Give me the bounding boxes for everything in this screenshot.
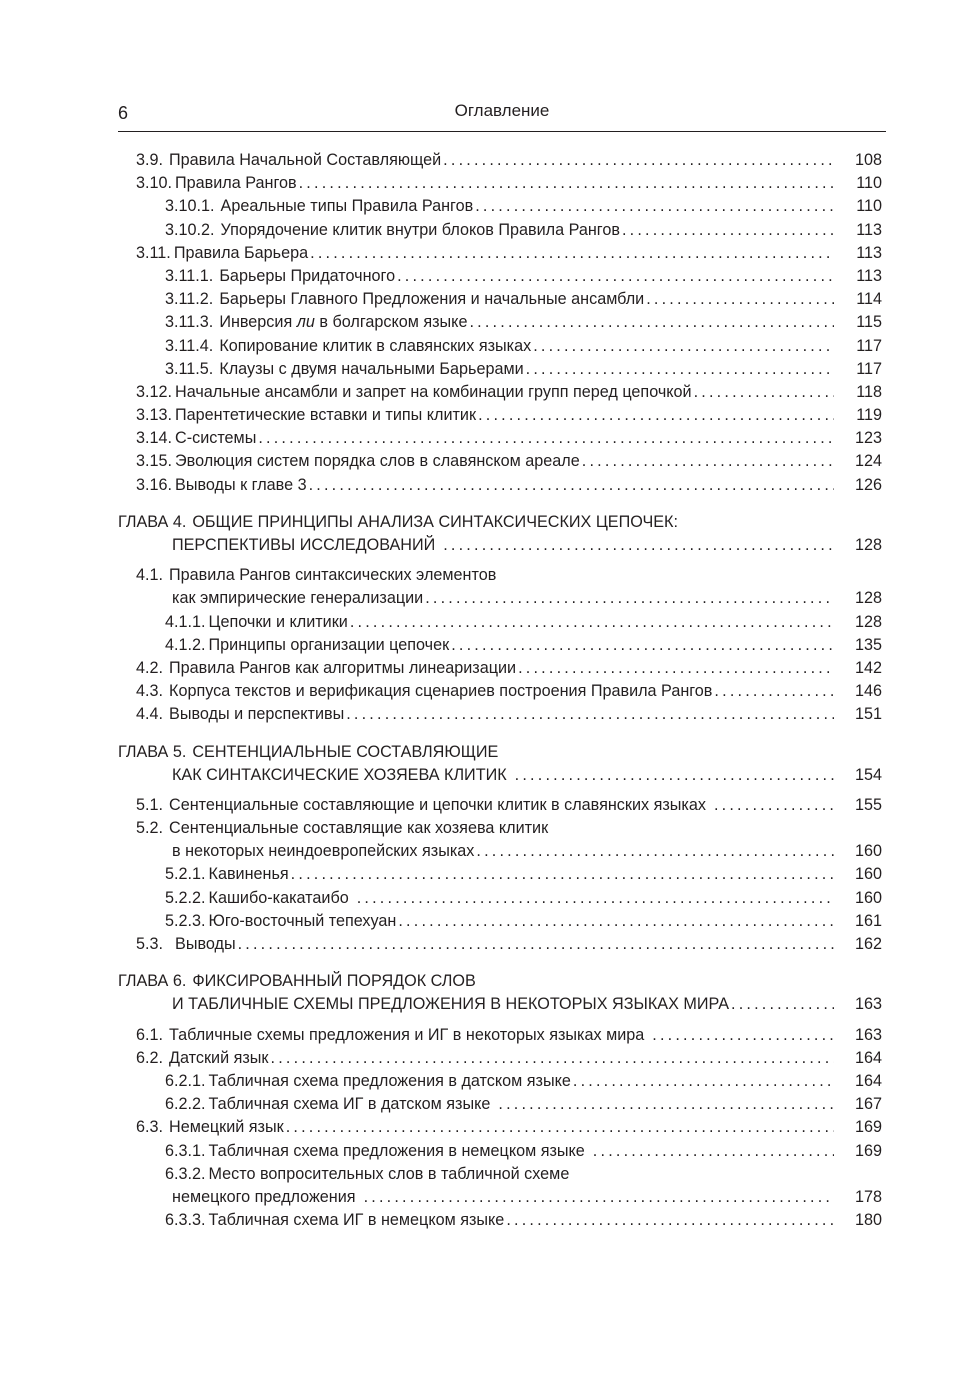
toc-entry[interactable]: 4.1. Правила Рангов синтаксических элементов [118,564,882,587]
dot-leader [506,1209,834,1232]
toc-entry-title: Правила Рангов [175,174,297,193]
toc-page-number: 110 [856,197,882,216]
toc-page-number: 163 [854,995,882,1014]
toc-entry-title: Ареальные типы Правила Рангов [220,197,474,216]
dot-leader [443,534,834,557]
dot-leader [475,195,834,218]
toc-page-number: 124 [854,452,882,471]
toc-entry-title: Сентенциальные составляющие и цепочки клитик в славянских языках [169,795,706,814]
toc-page-number: 135 [854,635,882,654]
running-header [118,101,886,133]
toc-entry[interactable]: 5.3. Выводы ..... 162 [118,933,882,956]
dot-leader [476,840,834,863]
dot-leader [593,1140,834,1163]
toc-entry-continuation[interactable] [118,587,882,610]
toc-entry-title: Выводы и перспективы [169,705,345,724]
toc-page-number: 128 [854,612,882,631]
toc-entry-title: Кашибо-какатаибо [208,888,349,907]
toc-page-number: 167 [854,1095,882,1114]
dot-leader [526,358,834,381]
chapter-title: СЕНТЕНЦИАЛЬНЫЕ СОСТАВЛЯЮЩИЕ [192,742,499,761]
toc-entry-title: Парентетические вставки и типы клитик [175,406,477,425]
toc-entry-title: Принципы организации цепочек [208,635,450,654]
toc-page-number: 128 [854,536,882,554]
toc-page-number: 113 [856,266,882,285]
toc-entry[interactable]: 4.2. Правила Рангов как алгоритмы линеаризации ..... 142 [118,657,882,680]
toc-entry[interactable]: 4.3. Корпуса текстов и верификация сценариев построения Правила Рангов ..... 146 [118,680,882,703]
toc-entry-title: в некоторых неиндоевропейских языках [172,842,475,861]
toc-entry-title: Юго-восточный тепехуан [208,911,397,930]
toc-page-number: 114 [856,290,882,309]
toc-entry[interactable]: 3.14. С-системы ..... 123 [118,427,882,450]
running-title: Оглавление [454,101,550,120]
toc-entry-title: Копирование клитик в славянских языках [219,336,532,355]
toc-page-number: 155 [854,795,882,814]
toc-entry[interactable]: 6.2.2. Табличная схема ИГ в датском языке ..... 167 [118,1093,882,1116]
toc-page-number: 119 [856,406,882,425]
toc-entry[interactable]: 6.3. Немецкий язык ..... 169 [118,1116,882,1139]
toc-entry-title: как эмпирические генерализации [172,589,424,608]
toc-entry-title: Инверсия ли в болгарском языке [219,313,468,332]
toc-page-number: 160 [854,888,882,907]
dot-leader [286,1116,834,1139]
toc-entry[interactable]: 6.3.1. Табличная схема предложения в немецком языке ..... 169 [118,1140,882,1163]
toc-page-number: 164 [854,1071,882,1090]
toc-entry[interactable]: 3.11.3. Инверсия ли в болгарском языке ..... 115 [118,311,882,334]
toc-entry[interactable]: 5.2.2. Кашибо-какатаибо ..... 160 [118,887,882,910]
toc-page-number: 113 [856,243,882,262]
chapter-label: ГЛАВА 5. [118,742,187,761]
toc-page-number: 108 [854,151,882,169]
toc-entry-title: Упорядочение клитик внутри блоков Правила Рангов [220,220,620,239]
dot-leader [425,587,834,610]
toc-page-number: 126 [854,475,882,494]
dot-leader [451,634,834,657]
dot-leader [271,1047,834,1070]
toc-entry-title: Эволюция систем порядка слов в славянском ареале [175,452,580,471]
toc-page-number: 142 [854,658,882,677]
dot-leader [443,149,834,172]
dot-leader [291,863,834,886]
toc-entry-title: Корпуса текстов и верификация сценариев построения Правила Рангов [169,682,713,701]
toc-entry-title: Выводы к главе 3 [175,475,307,494]
toc-entry[interactable]: 3.16. Выводы к главе 3 ..... 126 [118,474,882,497]
toc-page-number: 169 [854,1141,882,1160]
dot-leader [518,657,834,680]
toc-page-number: 115 [856,313,882,332]
toc-entry[interactable]: 4.1.1. Цепочки и клитики ..... 128 [118,611,882,634]
toc-page-number: 180 [854,1211,882,1230]
chapter-title: И ТАБЛИЧНЫЕ СХЕМЫ ПРЕДЛОЖЕНИЯ В НЕКОТОРЫХ ЯЗЫКАХ МИРА [172,995,729,1014]
dot-leader [309,474,834,497]
chapter-heading[interactable] [118,741,882,764]
chapter-title: ПЕРСПЕКТИВЫ ИССЛЕДОВАНИЙ [172,536,436,554]
chapter-heading-continuation[interactable] [118,534,882,557]
dot-leader [622,219,834,242]
toc-entry[interactable]: 5.2.3. Юго-восточный тепехуан ..... 161 [118,910,882,933]
toc-entry[interactable]: 5.2.1. Кавиненья ..... 160 [118,863,882,886]
toc-entry-title: Табличная схема ИГ в немецком языке [208,1211,505,1230]
toc-entry[interactable]: 4.4. Выводы и перспективы ..... 151 [118,703,882,726]
toc-page-number: 146 [854,682,882,701]
toc-entry-title: Правила Рангов синтаксических элементов [169,566,497,585]
toc-entry-title: Немецкий язык [169,1118,284,1137]
toc-entry[interactable]: 3.10.1. Ареальные типы Правила Рангов ..... 110 [118,195,882,218]
dot-leader [573,1070,834,1093]
dot-leader [533,335,834,358]
toc-entry[interactable]: 6.1. Табличные схемы предложения и ИГ в некоторых языках мира ..... 163 [118,1024,882,1047]
chapter-heading[interactable] [118,511,882,534]
dot-leader [498,1093,834,1116]
chapter-title: КАК СИНТАКСИЧЕСКИЕ ХОЗЯЕВА КЛИТИК [172,765,507,784]
dot-leader [652,1024,834,1047]
dot-leader [258,427,834,450]
dot-leader [694,381,834,404]
toc-page-number: 160 [854,865,882,884]
toc-entry-title: Барьеры Главного Предложения и начальные ансамбли [219,290,645,309]
toc-page-number: 161 [854,911,882,930]
toc-entry[interactable]: 3.10. Правила Рангов ..... 110 [118,172,882,195]
toc-entry[interactable]: 3.11. Правила Барьера ..... 113 [118,242,882,265]
chapter-heading-continuation[interactable] [118,993,882,1016]
toc-entry-title: Правила Барьера [173,243,309,262]
toc-entry-title: Место вопросительных слов в табличной схеме [208,1164,570,1183]
toc-page-number: 110 [856,174,882,193]
dot-leader [398,910,834,933]
dot-leader [646,288,834,311]
toc-entry[interactable]: 6.2.1. Табличная схема предложения в датском языке ..... 164 [118,1070,882,1093]
chapter-heading-continuation[interactable] [118,764,882,787]
dot-leader [364,1186,834,1209]
toc-entry[interactable]: 3.11.4. Копирование клитик в славянских языках ..... 117 [118,335,882,358]
toc-entry[interactable]: 5.2. Сентенциальные составлящие как хозяева клитик [118,817,882,840]
dot-leader [714,794,834,817]
toc-page-number: 117 [856,336,882,355]
toc-entry-continuation[interactable] [118,1186,882,1209]
toc-page-number: 164 [854,1048,882,1067]
table-of-contents [118,149,882,1232]
toc-entry[interactable]: 6.3.3. Табличная схема ИГ в немецком языке ..... 180 [118,1209,882,1232]
toc-entry[interactable]: 3.10.2. Упорядочение клитик внутри блоков Правила Рангов ..... 113 [118,219,882,242]
dot-leader [238,933,834,956]
toc-entry[interactable]: 4.1.2. Принципы организации цепочек ..... 135 [118,634,882,657]
toc-entry-title: Табличная схема предложения в немецком языке [208,1141,585,1160]
toc-entry-title: Цепочки и клитики [208,612,348,631]
dot-leader [478,404,834,427]
toc-page-number: 128 [854,589,882,608]
toc-entry-title: Правила Начальной Составляющей [169,151,442,169]
chapter-heading[interactable] [118,970,882,993]
toc-page-number: 163 [854,1025,882,1044]
toc-page-number: 151 [854,705,882,724]
toc-entry[interactable]: 3.9. Правила Начальной Составляющей ..... 108 [118,149,882,172]
chapter-label: ГЛАВА 6. [118,972,187,991]
toc-entry-title: Табличные схемы предложения и ИГ в некоторых языках мира [169,1025,645,1044]
toc-entry-title: Клаузы с двумя начальными Барьерами [219,359,524,378]
toc-entry-title: Табличная схема предложения в датском языке [208,1071,571,1090]
chapter-title: ОБЩИЕ ПРИНЦИПЫ АНАЛИЗА СИНТАКСИЧЕСКИХ ЦЕПОЧЕК: [192,512,678,531]
dot-leader [346,703,834,726]
chapter-title: ФИКСИРОВАННЫЙ ПОРЯДОК СЛОВ [192,972,476,991]
toc-entry[interactable]: 3.11.1. Барьеры Придаточного ..... 113 [118,265,882,288]
dot-leader [397,265,834,288]
toc-page-number: 162 [854,935,882,953]
dot-leader [357,887,834,910]
dot-leader [469,311,834,334]
toc-entry-title: Кавиненья [208,865,289,884]
toc-page-number: 160 [854,842,882,861]
toc-entry-title: Выводы [175,935,236,953]
toc-page-number: 118 [856,382,882,401]
toc-entry-title: немецкого предложения [172,1187,356,1206]
toc-page-number: 169 [854,1118,882,1137]
toc-entry[interactable]: 3.12. Начальные ансамбли и запрет на комбинации групп перед цепочкой ..... 118 [118,381,882,404]
toc-entry-continuation[interactable] [118,840,882,863]
italic-term: ли [296,313,315,332]
toc-entry-title: С-системы [175,429,257,448]
dot-leader [731,993,834,1016]
dot-leader [582,450,834,473]
dot-leader [299,172,834,195]
header-rule [118,131,886,132]
toc-entry-title: Датский язык [169,1048,269,1067]
dot-leader [714,680,834,703]
toc-page-number: 178 [854,1187,882,1206]
page-number: 6 [118,103,129,123]
toc-entry-title: Сентенциальные составлящие как хозяева клитик [169,819,549,838]
toc-page-number: 117 [856,359,882,378]
chapter-label: ГЛАВА 4. [118,512,187,531]
toc-entry-title: Барьеры Придаточного [219,266,396,285]
dot-leader [310,242,834,265]
toc-entry[interactable]: 6.2. Датский язык ..... 164 [118,1047,882,1070]
toc-entry[interactable]: 3.13. Парентетические вставки и типы клитик ..... 119 [118,404,882,427]
toc-entry[interactable]: 3.11.5. Клаузы с двумя начальными Барьерами ..... 117 [118,358,882,381]
dot-leader [350,611,834,634]
toc-entry-title: Начальные ансамбли и запрет на комбинации групп перед цепочкой [175,382,692,401]
toc-page-number: 113 [856,220,882,239]
dot-leader [515,764,834,787]
toc-page-number: 123 [854,429,882,448]
toc-entry-title: Правила Рангов как алгоритмы линеаризации [169,658,517,677]
toc-page-number: 154 [854,765,882,784]
toc-entry[interactable]: 3.15. Эволюция систем порядка слов в славянском ареале ..... 124 [118,450,882,473]
toc-entry[interactable]: 3.11.2. Барьеры Главного Предложения и начальные ансамбли ..... 114 [118,288,882,311]
toc-entry[interactable]: 5.1. Сентенциальные составляющие и цепочки клитик в славянских языках ..... 155 [118,794,882,817]
toc-entry-title: Табличная схема ИГ в датском языке [208,1095,491,1114]
toc-entry[interactable]: 6.3.2. Место вопросительных слов в табличной схеме [118,1163,882,1186]
